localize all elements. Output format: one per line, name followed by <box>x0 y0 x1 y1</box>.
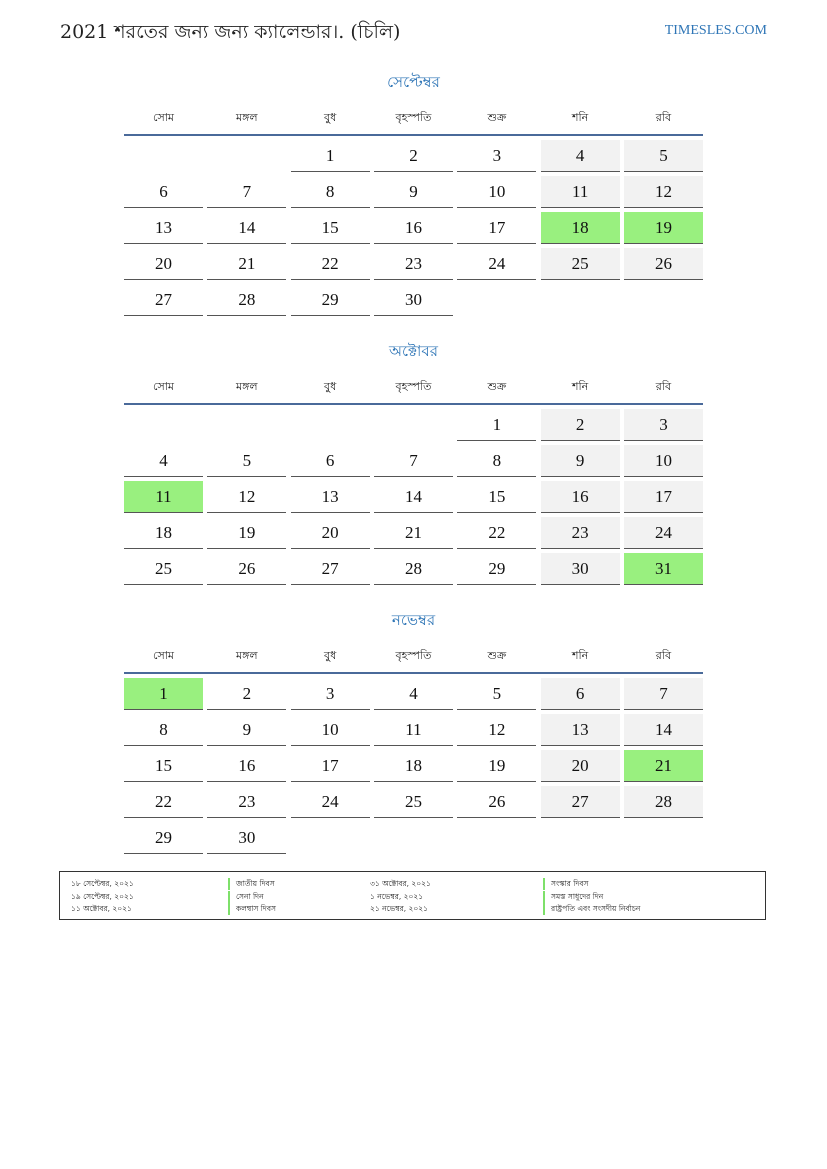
day-cell: 9 <box>207 714 286 746</box>
day-cell: 12 <box>207 481 286 513</box>
day-cell: 19 <box>207 517 286 549</box>
day-cell: 16 <box>374 212 453 244</box>
day-cell: 14 <box>207 212 286 244</box>
day-cell: 9 <box>374 176 453 208</box>
day-cell: 5 <box>457 678 536 710</box>
day-cell: 26 <box>457 786 536 818</box>
day-cell: 17 <box>291 750 370 782</box>
site-link[interactable]: TIMESLES.COM <box>664 23 767 38</box>
day-cell: 15 <box>124 750 203 782</box>
weekday-label: রবি <box>655 379 672 393</box>
weekday-label: সোম <box>152 379 175 393</box>
weekday-label: বৃহস্পতি <box>395 648 432 662</box>
day-cell: 2 <box>207 678 286 710</box>
day-cell: 13 <box>124 212 203 244</box>
day-cell: 2 <box>374 140 453 172</box>
day-cell: 13 <box>291 481 370 513</box>
day-cell: 22 <box>457 517 536 549</box>
month-october <box>124 339 703 585</box>
page-title: 2021 শরতের জন্য জন্য ক্যালেন্ডার।. (চিলি) <box>60 21 401 43</box>
weekday-label: শুক্র <box>487 110 507 124</box>
weekday-label: বুধ <box>324 110 337 124</box>
day-cell: 3 <box>457 140 536 172</box>
day-cell: 6 <box>541 678 620 710</box>
weekday-header-row <box>124 102 703 136</box>
day-cell: 23 <box>541 517 620 549</box>
day-cell: 17 <box>457 212 536 244</box>
holiday-day-cell: 18 <box>541 212 620 244</box>
day-cell: 1 <box>291 140 370 172</box>
day-cell: 27 <box>541 786 620 818</box>
day-cell: 21 <box>374 517 453 549</box>
day-cell: 1 <box>457 409 536 441</box>
day-cell: 9 <box>541 445 620 477</box>
weekday-label: সোম <box>152 110 175 124</box>
legend-date: ১ নভেম্বর, ২০২১ <box>370 891 424 901</box>
holiday-day-cell: 31 <box>624 553 703 585</box>
day-cell: 14 <box>374 481 453 513</box>
day-cell: 10 <box>624 445 703 477</box>
legend-holiday: সংস্কার দিবস <box>543 878 589 890</box>
weekday-header-row <box>124 371 703 405</box>
holiday-day-cell: 21 <box>624 750 703 782</box>
day-cell: 5 <box>624 140 703 172</box>
days-grid <box>124 409 703 585</box>
holiday-day-cell: 11 <box>124 481 203 513</box>
month-title: নভেম্বর <box>391 611 436 629</box>
legend-date: ৩১ অক্টোবর, ২০২১ <box>370 879 431 888</box>
weekday-label: বুধ <box>324 379 337 393</box>
weekday-label: বৃহস্পতি <box>395 379 432 393</box>
day-cell: 21 <box>207 248 286 280</box>
day-cell: 28 <box>624 786 703 818</box>
day-cell: 30 <box>207 822 286 854</box>
day-cell: 29 <box>124 822 203 854</box>
day-cell: 25 <box>374 786 453 818</box>
day-cell: 23 <box>374 248 453 280</box>
day-cell: 13 <box>541 714 620 746</box>
day-cell: 20 <box>124 248 203 280</box>
weekday-label: বুধ <box>324 648 337 662</box>
day-cell: 24 <box>291 786 370 818</box>
holiday-legend <box>59 871 766 920</box>
days-grid <box>124 678 703 854</box>
day-cell: 10 <box>457 176 536 208</box>
day-cell: 3 <box>624 409 703 441</box>
day-cell: 28 <box>207 284 286 316</box>
day-cell: 25 <box>124 553 203 585</box>
day-cell: 25 <box>541 248 620 280</box>
empty-cell <box>124 140 203 171</box>
legend-holiday: কলম্বাস দিবস <box>228 903 276 915</box>
day-cell: 11 <box>374 714 453 746</box>
day-cell: 4 <box>541 140 620 172</box>
day-cell: 3 <box>291 678 370 710</box>
day-cell: 24 <box>457 248 536 280</box>
day-cell: 29 <box>457 553 536 585</box>
empty-cell <box>374 409 453 440</box>
day-cell: 14 <box>624 714 703 746</box>
day-cell: 30 <box>374 284 453 316</box>
day-cell: 22 <box>124 786 203 818</box>
day-cell: 6 <box>291 445 370 477</box>
day-cell: 2 <box>541 409 620 441</box>
day-cell: 12 <box>624 176 703 208</box>
day-cell: 24 <box>624 517 703 549</box>
day-cell: 28 <box>374 553 453 585</box>
weekday-label: শনি <box>572 379 589 393</box>
day-cell: 7 <box>374 445 453 477</box>
day-cell: 19 <box>457 750 536 782</box>
day-cell: 17 <box>624 481 703 513</box>
weekday-label: শুক্র <box>487 379 507 393</box>
day-cell: 30 <box>541 553 620 585</box>
day-cell: 26 <box>624 248 703 280</box>
weekday-label: শনি <box>572 648 589 662</box>
day-cell: 8 <box>457 445 536 477</box>
days-grid <box>124 140 703 316</box>
weekday-label: মঙ্গল <box>236 110 258 124</box>
weekday-label: বৃহস্পতি <box>395 110 432 124</box>
day-cell: 23 <box>207 786 286 818</box>
day-cell: 4 <box>374 678 453 710</box>
weekday-label: শুক্র <box>487 648 507 662</box>
legend-holiday: রাষ্ট্রপতি এবং সংসদীয় নির্বাচন <box>543 903 640 915</box>
holiday-day-cell: 1 <box>124 678 203 710</box>
weekday-header-row <box>124 640 703 674</box>
legend-holiday: সেনা দিন <box>228 891 264 903</box>
day-cell: 6 <box>124 176 203 208</box>
legend-date: ২১ নভেম্বর, ২০২১ <box>370 904 429 913</box>
weekday-label: সোম <box>152 648 175 662</box>
legend-date: ১৮ সেপ্টেম্বর, ২০২১ <box>71 879 134 888</box>
empty-cell <box>207 409 286 440</box>
day-cell: 4 <box>124 445 203 477</box>
day-cell: 8 <box>124 714 203 746</box>
day-cell: 10 <box>291 714 370 746</box>
weekday-label: রবি <box>655 110 672 124</box>
month-title: সেপ্টেম্বর <box>387 73 440 91</box>
legend-row <box>60 903 765 915</box>
weekday-label: রবি <box>655 648 672 662</box>
holiday-day-cell: 19 <box>624 212 703 244</box>
day-cell: 27 <box>291 553 370 585</box>
month-september <box>124 70 703 316</box>
day-cell: 7 <box>624 678 703 710</box>
empty-cell <box>124 409 203 440</box>
legend-row <box>60 891 765 903</box>
legend-holiday: জাতীয় দিবস <box>228 878 275 890</box>
legend-row <box>60 878 765 890</box>
day-cell: 18 <box>124 517 203 549</box>
day-cell: 11 <box>541 176 620 208</box>
month-title: অক্টোবর <box>388 342 439 360</box>
day-cell: 20 <box>541 750 620 782</box>
legend-holiday: সমস্ত সাধুদের দিন <box>543 891 603 903</box>
day-cell: 18 <box>374 750 453 782</box>
day-cell: 15 <box>291 212 370 244</box>
day-cell: 16 <box>541 481 620 513</box>
weekday-label: মঙ্গল <box>236 648 258 662</box>
legend-date: ১৯ সেপ্টেম্বর, ২০২১ <box>71 891 134 901</box>
month-november <box>124 608 703 854</box>
day-cell: 16 <box>207 750 286 782</box>
day-cell: 15 <box>457 481 536 513</box>
day-cell: 29 <box>291 284 370 316</box>
day-cell: 7 <box>207 176 286 208</box>
day-cell: 22 <box>291 248 370 280</box>
day-cell: 27 <box>124 284 203 316</box>
legend-date: ১১ অক্টোবর, ২০২১ <box>71 904 132 913</box>
day-cell: 12 <box>457 714 536 746</box>
day-cell: 8 <box>291 176 370 208</box>
empty-cell <box>291 409 370 440</box>
weekday-label: মঙ্গল <box>236 379 258 393</box>
day-cell: 26 <box>207 553 286 585</box>
day-cell: 5 <box>207 445 286 477</box>
weekday-label: শনি <box>572 110 589 124</box>
empty-cell <box>207 140 286 171</box>
day-cell: 20 <box>291 517 370 549</box>
